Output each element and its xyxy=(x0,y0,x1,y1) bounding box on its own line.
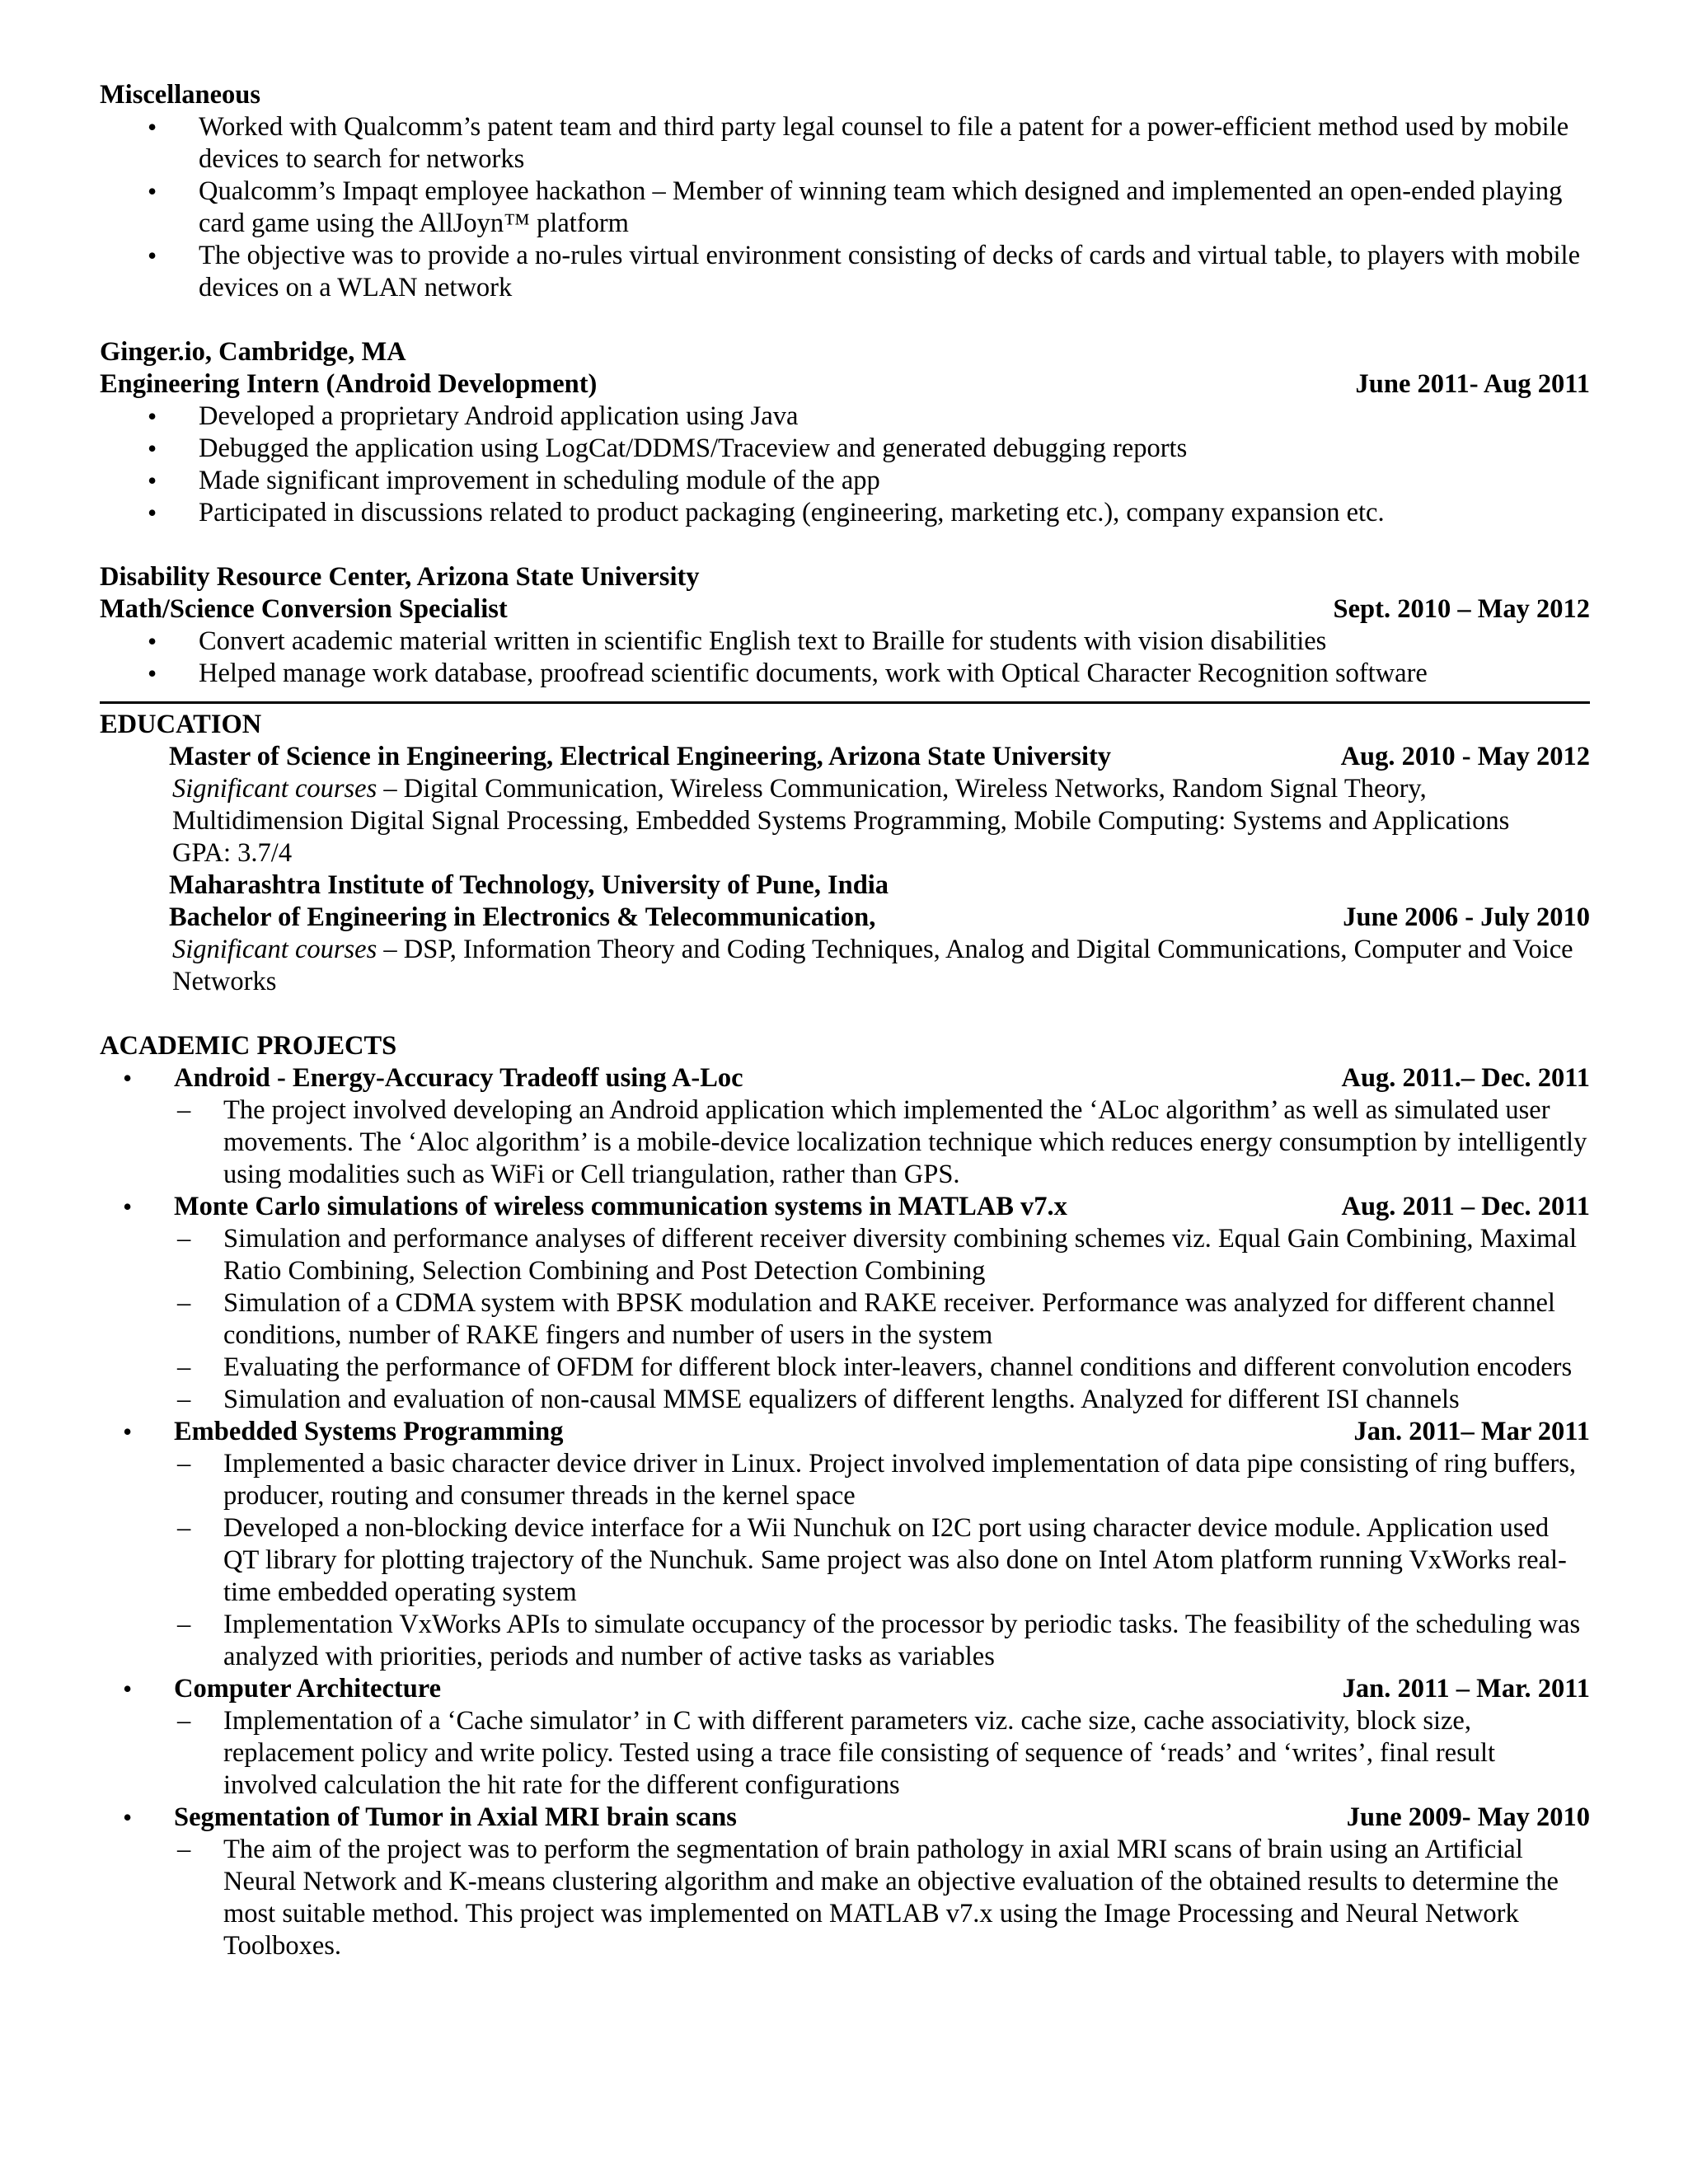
job-org: Disability Resource Center, Arizona State University xyxy=(100,562,700,592)
project-title-row xyxy=(174,1191,1590,1223)
project-dates: Aug. 2011.– Dec. 2011 xyxy=(1341,1063,1590,1093)
project-title-row xyxy=(174,1416,1590,1448)
project-details xyxy=(174,1834,1590,1962)
project-item xyxy=(174,1191,1590,1416)
list-item: • Participated in discussions related to product packaging (engineering, marketing etc.), company expansion etc. xyxy=(199,497,1590,529)
project-title: • Segmentation of Tumor in Axial MRI brain scans xyxy=(174,1802,737,1832)
project-item xyxy=(174,1062,1590,1191)
project-dates: Aug. 2011 – Dec. 2011 xyxy=(1341,1192,1590,1221)
list-item: • Convert academic material written in scientific English text to Braille for students with vision disabilities xyxy=(199,626,1590,658)
degree-title: Bachelor of Engineering in Electronics & Telecommunication, xyxy=(169,902,876,932)
list-item: • Debugged the application using LogCat/DDMS/Traceview and generated debugging reports xyxy=(199,433,1590,465)
list-item: – Simulation and evaluation of non-causal MMSE equalizers of different lengths. Analyzed for different ISI channels xyxy=(223,1384,1590,1416)
job-ginger xyxy=(100,336,1590,529)
list-item: – The project involved developing an Android application which implemented the ‘ALoc algorithm’ as well as simulated user movements. The ‘Aloc algorithm’ is a mobile-device localization technique which reduces energy consumption by intelligently using modalities such as WiFi or Cell triangulation, rather than GPS. xyxy=(223,1094,1590,1191)
section-miscellaneous xyxy=(100,79,1590,304)
list-item: – Implementation of a ‘Cache simulator’ in C with different parameters viz. cache size, cache associativity, block size, replacement policy and write policy. Tested using a trace file consisting of sequence of ‘reads’ and ‘writes’, final result involved calculation the hit rate for the different configurations xyxy=(223,1705,1590,1802)
list-item: • Made significant improvement in scheduling module of the app xyxy=(199,465,1590,497)
list-item: – Implementation VxWorks APIs to simulate occupancy of the processor by periodic tasks. The feasibility of the scheduling was analyzed with priorities, periods and number of active tasks as variables xyxy=(223,1609,1590,1673)
courses-text xyxy=(169,773,1590,837)
job-title-row xyxy=(100,593,1590,626)
job-dates: June 2011- Aug 2011 xyxy=(1355,369,1590,399)
courses-list: – Digital Communication, Wireless Communication, Wireless Networks, Random Signal Theory, Multidimension Digital Signal Processing, Embedded Systems Programming, Mobile Computing: Systems and Applications xyxy=(172,774,1510,836)
section-academic-projects xyxy=(100,1030,1590,1962)
degree-row xyxy=(169,902,1590,934)
list-item: • Helped manage work database, proofread scientific documents, work with Optical Character Recognition software xyxy=(199,658,1590,690)
courses-label: Significant courses xyxy=(172,935,377,964)
courses-list: – DSP, Information Theory and Coding Techniques, Analog and Digital Communications, Computer and Voice Networks xyxy=(172,935,1573,996)
job-title: Math/Science Conversion Specialist xyxy=(100,594,508,624)
courses-text xyxy=(169,934,1590,998)
project-item xyxy=(174,1416,1590,1673)
section-divider xyxy=(100,701,1590,704)
list-item: • The objective was to provide a no-rules virtual environment consisting of decks of cards and virtual table, to players with mobile devices on a WLAN network xyxy=(199,240,1590,304)
projects-heading: ACADEMIC PROJECTS xyxy=(100,1031,397,1061)
resume-page xyxy=(100,79,1590,1962)
list-item: – Simulation of a CDMA system with BPSK modulation and RAKE receiver. Performance was analyzed for different channel conditions, number of RAKE fingers and number of users in the system xyxy=(223,1287,1590,1352)
list-item: – Simulation and performance analyses of different receiver diversity combining schemes viz. Equal Gain Combining, Maximal Ratio Combining, Selection Combining and Post Detection Combining xyxy=(223,1223,1590,1287)
education-heading: EDUCATION xyxy=(100,710,262,739)
project-details xyxy=(174,1448,1590,1673)
courses-label: Significant courses xyxy=(172,774,377,804)
list-item: • Developed a proprietary Android application using Java xyxy=(199,401,1590,433)
project-title: • Monte Carlo simulations of wireless communication systems in MATLAB v7.x xyxy=(174,1192,1067,1221)
education-ms xyxy=(100,741,1590,869)
misc-list xyxy=(100,111,1590,304)
project-details xyxy=(174,1705,1590,1802)
job-title-row xyxy=(100,368,1590,401)
list-item: • Qualcomm’s Impaqt employee hackathon – Member of winning team which designed and implemented an open-ended playing card game using the AllJoyn™ platform xyxy=(199,176,1590,240)
project-dates: Jan. 2011– Mar 2011 xyxy=(1353,1417,1590,1446)
misc-heading: Miscellaneous xyxy=(100,80,260,110)
project-title-row xyxy=(174,1673,1590,1705)
project-details xyxy=(174,1094,1590,1191)
project-dates: Jan. 2011 – Mar. 2011 xyxy=(1342,1674,1590,1704)
list-item: – Evaluating the performance of OFDM for different block inter-leavers, channel conditions and different convolution encoders xyxy=(223,1352,1590,1384)
project-details xyxy=(174,1223,1590,1416)
job-drc xyxy=(100,561,1590,690)
school-name: Maharashtra Institute of Technology, University of Pune, India xyxy=(169,870,889,900)
project-title: • Computer Architecture xyxy=(174,1674,442,1704)
list-item: – The aim of the project was to perform the segmentation of brain pathology in axial MRI scans of brain using an Artificial Neural Network and K-means clustering algorithm and make an objective evaluation of the obtained results to determine the most suitable method. This project was implemented on MATLAB v7.x using the Image Processing and Neural Network Toolboxes. xyxy=(223,1834,1590,1962)
degree-row xyxy=(169,741,1590,773)
degree-dates: June 2006 - July 2010 xyxy=(1343,902,1590,932)
job-dates: Sept. 2010 – May 2012 xyxy=(1333,594,1590,624)
section-education xyxy=(100,709,1590,998)
project-dates: June 2009- May 2010 xyxy=(1346,1802,1590,1832)
list-item: – Developed a non-blocking device interface for a Wii Nunchuk on I2C port using character device module. Application used QT library for plotting trajectory of the Nunchuk. Same project was also done on Intel Atom platform running VxWorks real-time embedded operating system xyxy=(223,1512,1590,1609)
project-title-row xyxy=(174,1802,1590,1834)
education-be xyxy=(100,869,1590,998)
project-title: • Embedded Systems Programming xyxy=(174,1417,564,1446)
job-org: Ginger.io, Cambridge, MA xyxy=(100,337,406,367)
degree-dates: Aug. 2010 - May 2012 xyxy=(1340,742,1590,771)
project-item xyxy=(174,1673,1590,1802)
project-title-row xyxy=(174,1062,1590,1094)
degree-title: Master of Science in Engineering, Electrical Engineering, Arizona State University xyxy=(169,742,1112,771)
project-item xyxy=(174,1802,1590,1962)
job-title: Engineering Intern (Android Development) xyxy=(100,369,598,399)
project-title: • Android - Energy-Accuracy Tradeoff using A-Loc xyxy=(174,1063,743,1093)
gpa: GPA: 3.7/4 xyxy=(172,838,293,868)
job-list xyxy=(100,626,1590,690)
list-item: – Implemented a basic character device driver in Linux. Project involved implementation of data pipe consisting of ring buffers, producer, routing and consumer threads in the kernel space xyxy=(223,1448,1590,1512)
job-list xyxy=(100,401,1590,529)
list-item: • Worked with Qualcomm’s patent team and third party legal counsel to file a patent for a power-efficient method used by mobile devices to search for networks xyxy=(199,111,1590,176)
projects-list xyxy=(100,1062,1590,1962)
